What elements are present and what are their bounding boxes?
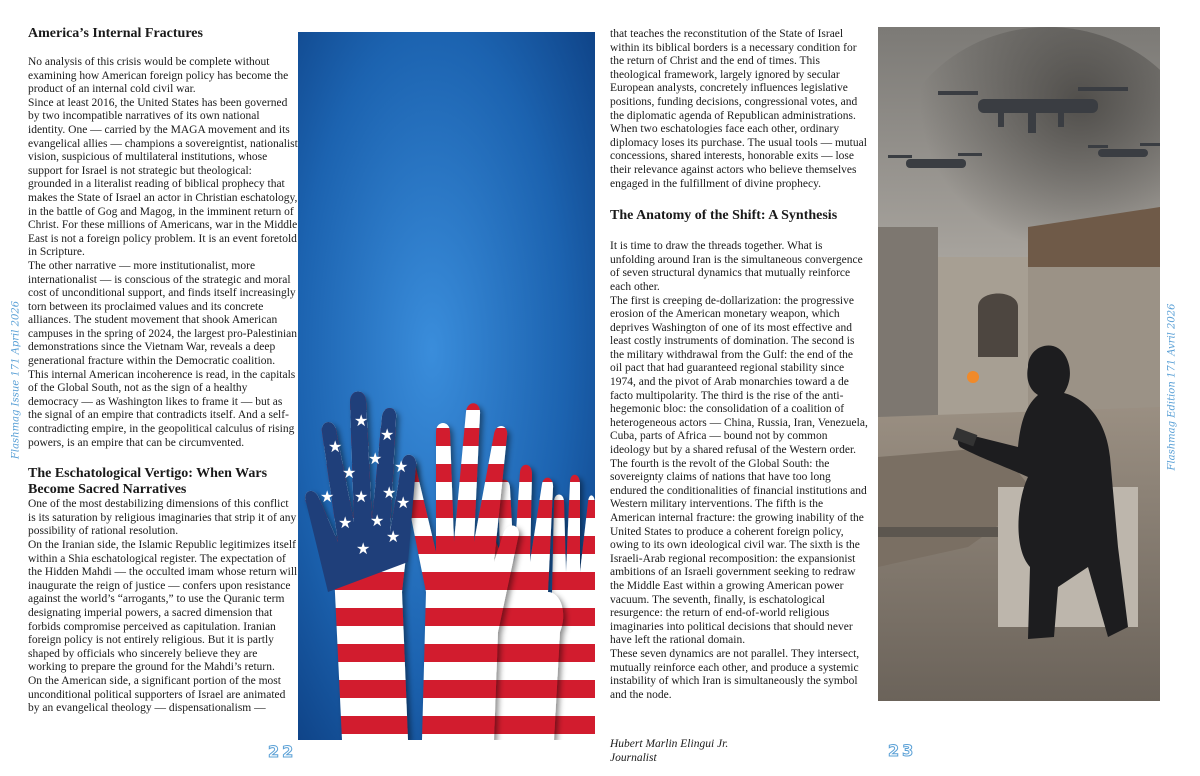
svg-text:★: ★ [338, 513, 353, 532]
author-role: Journalist [610, 751, 657, 764]
paragraph: It is time to draw the threads together. What is unfolding around Iran is the simultaneous convergence of seven structural dynamics that mutually reinforce each other. [610, 240, 863, 293]
paragraph: that teaches the reconstitution of the State of Israel within its biblical borders is a necessary condition for the return of Christ and the end of times. This theological framework, largely ignored by secular European analysts, concretely influences legislative positions, funding decisions, congressional votes, and the diplomatic agenda of Republican administrations. [610, 28, 858, 122]
author-name: Hubert Marlin Elingui Jr. [610, 738, 729, 750]
paragraph: On the American side, a significant portion of the most unconditional political supporters of Israel are animated by an evangelical theology — dispensationalism — [28, 674, 286, 715]
page-number: 23 [888, 741, 917, 760]
svg-text:★: ★ [380, 425, 395, 444]
fire-glow [967, 371, 979, 383]
paragraph: No analysis of this crisis would be complete without examining how American foreign policy has become the product of an internal cold civil war. [28, 56, 289, 96]
section-heading-internal-fractures: America’s Internal Fractures [28, 26, 203, 41]
section-heading-eschatological-vertigo: The Eschatological Vertigo: When Wars Become Sacred Narratives [28, 466, 268, 498]
svg-text:★: ★ [394, 457, 409, 476]
svg-text:★: ★ [354, 487, 369, 506]
section-heading-anatomy-of-shift: The Anatomy of the Shift: A Synthesis [610, 208, 838, 224]
flag-hands-illustration [298, 32, 595, 740]
paragraph: The first is creeping de-dollarization: the progressive erosion of the American monetary weapon, which deprives Washington of one of its most effective and least costly instruments of domination. The second is the military withdrawal from the Gulf: the end of the oil pact that had guaranteed regional stability since 1974, and the pivot of Arab monarchies toward a de facto multipolarity. The third is the rise of the anti-hegemonic bloc: the consolidation of a coalition of heterogeneous actors — China, Russia, Iran, Venezuela, Cuba, parts of Africa — bound not by common ideology but by a shared refusal of the Western order. The fourth is the revolt of the Global South: the sovereignty claims of nations that have too long endured the conditionalities of financial institutions and Western military interventions. The fifth is the American internal fracture: the growing inability of the United States to produce a coherent foreign policy, owing to its own ideological civil war. The sixth is the Israeli-Arab regional recomposition: the expansionist ambitions of an Israeli government seeking to redraw the Middle East within a growing American power vacuum. The seventh, finally, is eschatological resurgence: the return of end-of-world religious imaginaries into political decisions that should never have left the rational domain. [610, 294, 868, 647]
svg-text:★: ★ [320, 487, 335, 506]
paragraph: These seven dynamics are not parallel. They intersect, mutually reinforce each other, and produce a systemic instability of which Iran is simultaneously the symbol and the node. [610, 647, 860, 701]
svg-text:★: ★ [368, 449, 383, 468]
paragraph: Since at least 2016, the United States has been governed by two incompatible narratives of its own national identity. One — carried by the MAGA movement and its evangelical allies — champions a sovereigntist, nationalist vision, suspicious of multilateral institutions, whose support for Israel is not strategic but theological: grounded in a literalist reading of biblical prophecy that makes the State of Israel an actor in Christian eschatology, in the battle of Gog and Magog, in the imminent return of Christ. For these millions of Americans, war in the Middle East is not a foreign policy problem. It is an event foretold in Scripture. [28, 96, 298, 259]
right-page [600, 0, 1200, 776]
issue-side-label-fr: Flashmag Edition 171 Avril 2026 [1166, 303, 1178, 471]
svg-text:★: ★ [342, 463, 357, 482]
svg-text:★: ★ [396, 493, 411, 512]
issue-side-label: Flashmag Issue 171 April 2026 [10, 300, 22, 460]
author-signature [610, 738, 728, 765]
building-left [878, 227, 938, 427]
page-number: 22 [268, 742, 297, 761]
right-article-column [610, 28, 868, 702]
arch-doorway [978, 294, 1018, 358]
drone-soldier-photo [878, 27, 1160, 701]
svg-text:★: ★ [356, 539, 371, 558]
svg-text:★: ★ [328, 437, 343, 456]
svg-text:★: ★ [354, 411, 369, 430]
svg-text:★: ★ [370, 511, 385, 530]
paragraph: The other narrative — more institutionalist, more internationalist — is conscious of the strategic and moral cost of unconditional support, and finds itself increasingly torn between its proclaimed values and its concrete alliances. The student movement that shook American campuses in the spring of 2024, the largest pro-Palestinian demonstrations since the Vietnam War, reveals a deep generational fracture within the Democratic coalition. This internal American incoherence is read, in the capitals of the Global South, not as the sign of a healthy democracy — as Washington likes to frame it — but as the signal of an empire that contradicts itself. And a self-contradicting empire, in the geopolitical calculus of rising powers, is an empire that can be circumvented. [28, 259, 298, 449]
svg-text:★: ★ [386, 527, 401, 546]
left-article-column [28, 26, 298, 716]
paragraph: One of the most destabilizing dimensions of this conflict is its saturation by religious imaginaries that strip it of any possibility of rational resolution. [28, 498, 297, 538]
paragraph: When two eschatologies face each other, ordinary diplomacy loses its purchase. The usual tools — mutual concessions, shared interests, honorable exits — lose their relevance against actors who believe themselves engaged in the fulfillment of divine prophecy. [610, 123, 867, 190]
paragraph: On the Iranian side, the Islamic Republic legitimizes itself within a Shia eschatological register. The expectation of the Hidden Mahdi — the occulted imam whose return will inaugurate the reign of justice — confers upon resistance against the world’s “arrogants,” to use the Quranic term designating imperial powers, a sacred dimension that forbids compromise perceived as capitulation. Iranian foreign policy is not entirely religious. But it is partly shaped by officials who sincerely believe they are working to prepare the ground for the Mahdi’s return. [28, 539, 298, 674]
svg-text:★: ★ [382, 483, 397, 502]
